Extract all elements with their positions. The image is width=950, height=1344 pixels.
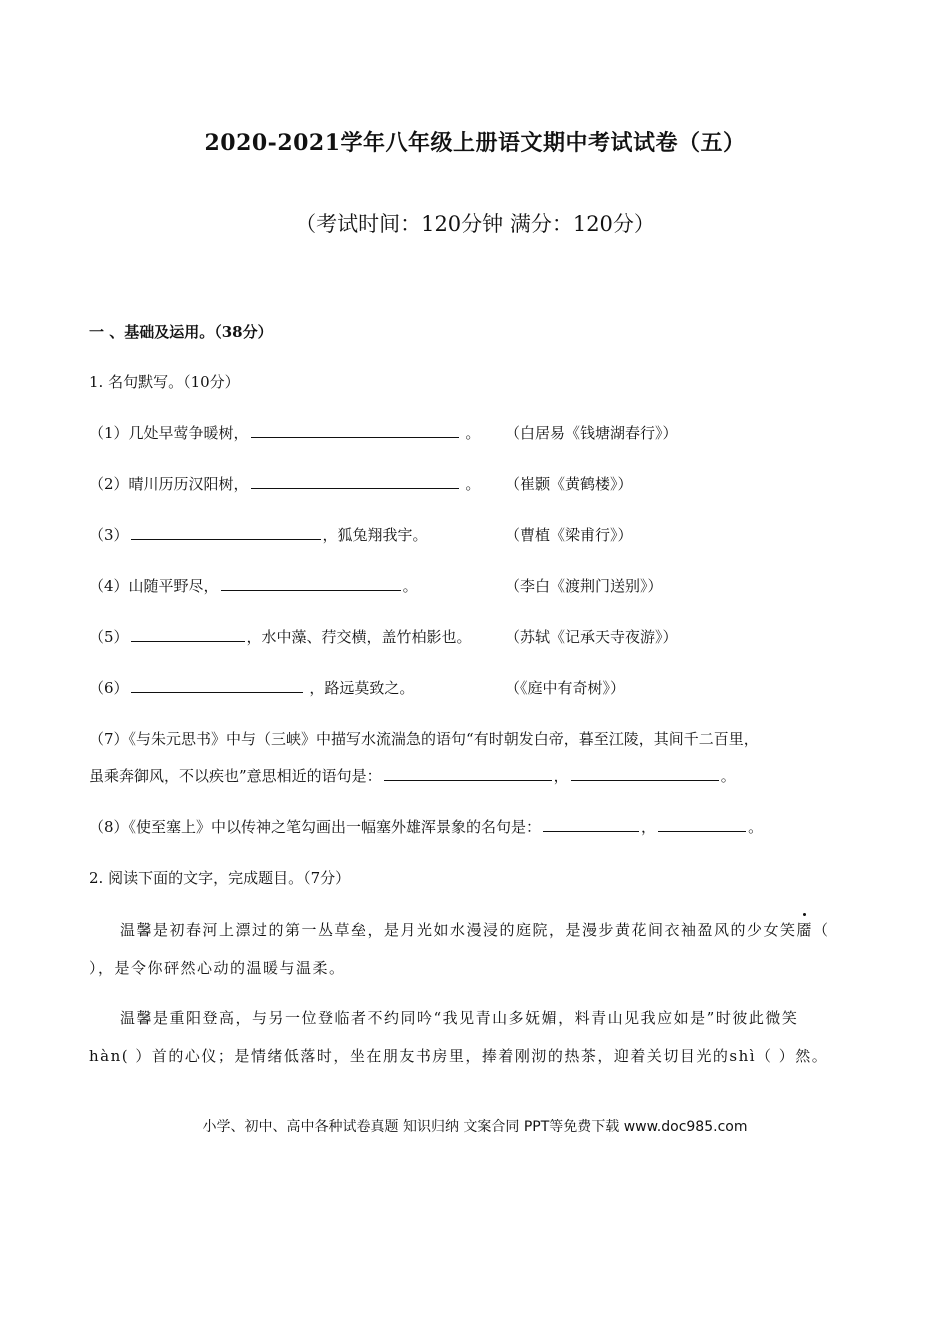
- answer-blank[interactable]: [131, 677, 303, 693]
- section-heading: 一 、基础及运用。（38分）: [89, 323, 273, 341]
- exam-info: （考试时间：120分钟 满分：120分）: [295, 212, 655, 236]
- q1-item-1-source: （白居易《钱塘湖春行》）: [505, 424, 678, 442]
- passage-p1-line-1: 温馨是初春河上漂过的第一丛草垒，是月光如水漫浸的庭院，是漫步黄花间衣袖盈风的少女笑靥（: [120, 921, 830, 939]
- q1-item-3-source: （曹植《梁甫行》）: [505, 526, 633, 544]
- q1-item-8: （8）《使至塞上》中以传神之笔勾画出一幅塞外雄浑景象的名句是： ， 。: [89, 818, 764, 836]
- answer-blank[interactable]: [543, 816, 639, 832]
- q1-item-6: （6） ，路远莫致之。: [89, 679, 415, 697]
- question-1-label: 1. 名句默写。（10分）: [89, 373, 240, 391]
- page-title: 2020-2021学年八年级上册语文期中考试试卷（五）: [204, 130, 746, 156]
- passage-p2-line-1: 温馨是重阳登高，与另一位登临者不约同吟“我见青山多妩媚，料青山见我应如是”时彼此微笑: [120, 1009, 799, 1027]
- answer-blank[interactable]: [251, 473, 459, 489]
- q1-item-7-line-1: （7）《与朱元思书》中与（三峡》中描写水流湍急的语句“有时朝发白帝，暮至江陵，其间千二百里，: [89, 730, 759, 748]
- q1-item-5-source: （苏轼《记承天寺夜游》）: [505, 628, 678, 646]
- footer-note: 小学、初中、高中各种试卷真题 知识归纳 文案合同 PPT等免费下载 www.doc985.com: [202, 1119, 748, 1135]
- q1-item-4: （4）山随平野尽， 。: [89, 577, 418, 595]
- passage-p2-line-2: hàn( ）首的心仪；是情绪低落时，坐在朋友书房里，捧着刚沏的热茶，迎着关切目光的shì（ ）然。: [89, 1047, 829, 1065]
- q1-item-7-line-2: 虽乘奔御风，不以疾也”意思相近的语句是： ， 。: [89, 767, 736, 785]
- answer-blank[interactable]: [384, 765, 552, 781]
- answer-blank[interactable]: [251, 422, 459, 438]
- passage-p1-line-2: ），是令你砰然心动的温暖与温柔。: [89, 959, 346, 977]
- answer-blank[interactable]: [221, 575, 401, 591]
- q1-item-2-source: （崔颢《黄鹤楼》）: [505, 475, 633, 493]
- q1-item-2: （2）晴川历历汉阳树， 。: [89, 475, 481, 493]
- q1-item-5: （5） ，水中藻、荇交横，盖竹柏影也。: [89, 628, 472, 646]
- answer-blank[interactable]: [131, 524, 321, 540]
- answer-blank[interactable]: [131, 626, 245, 642]
- q1-item-3: （3） ，狐兔翔我宇。: [89, 526, 428, 544]
- question-2-label: 2. 阅读下面的文字，完成题目。（7分）: [89, 869, 351, 887]
- q1-item-6-source: （《庭中有奇树》）: [505, 679, 626, 697]
- q1-item-4-source: （李白《渡荆门送别》）: [505, 577, 663, 595]
- dotted-character: 靥: [796, 921, 814, 939]
- answer-blank[interactable]: [658, 816, 746, 832]
- q1-item-1: （1）几处早莺争暖树， 。: [89, 424, 481, 442]
- answer-blank[interactable]: [571, 765, 719, 781]
